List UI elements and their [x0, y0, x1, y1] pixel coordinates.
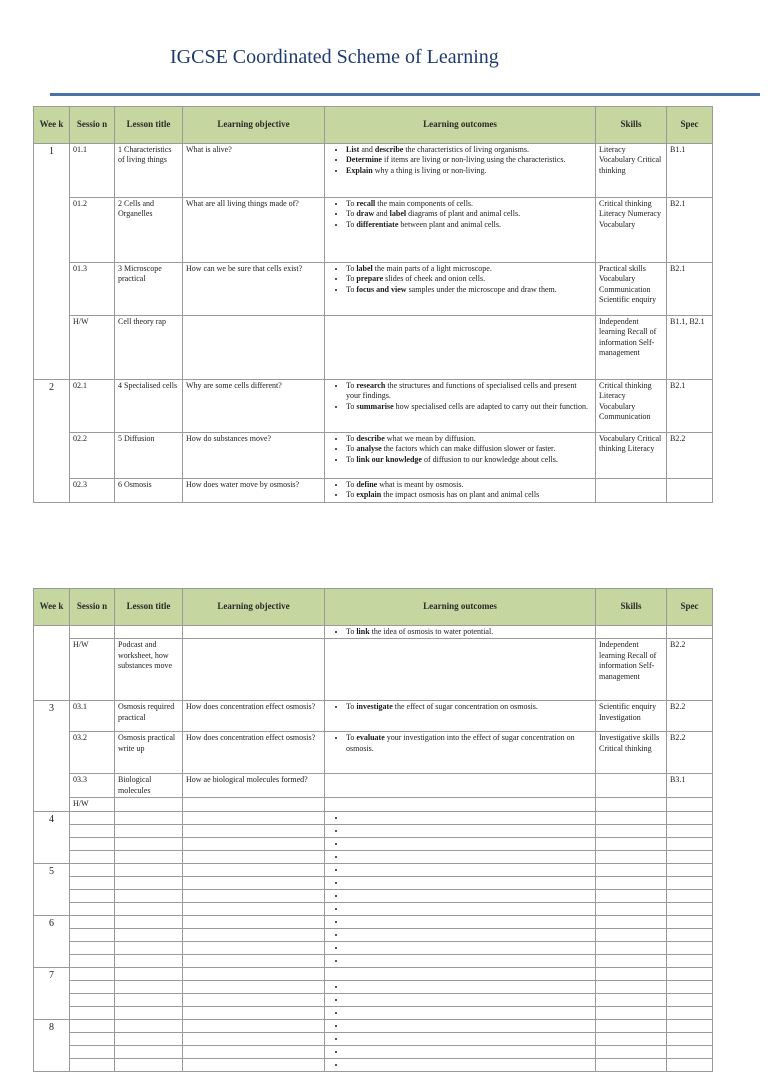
lesson-cell [115, 626, 183, 639]
table-row [34, 915, 713, 928]
objective-cell [183, 626, 325, 639]
table-row [34, 433, 713, 479]
outcome-item: • List and describe the characteristics of living organisms. [346, 145, 592, 155]
objective-cell: How does concentration effect osmosis? [183, 701, 325, 732]
objective-cell: What is alive? [183, 144, 325, 198]
outcomes-cell [325, 798, 596, 811]
table-row [34, 798, 713, 811]
outcome-item: • To describe what we mean by diffusion. [346, 434, 592, 444]
outcomes-cell [325, 144, 596, 198]
empty-bullet [346, 982, 592, 992]
table-row [34, 732, 713, 774]
outcome-item: • To recall the main components of cells. [346, 199, 592, 209]
outcome-item: • To define what is meant by osmosis. [346, 480, 592, 490]
header-learning-outcomes: Learning outcomes [325, 107, 596, 144]
outcome-item: • To summarise how specialised cells are adapted to carry out their function. [346, 402, 592, 412]
spec-cell: B2.2 [667, 701, 713, 732]
empty-bullet [346, 956, 592, 966]
skills-cell [596, 798, 667, 811]
objective-cell: How can we be sure that cells exist? [183, 263, 325, 316]
outcome-item: • To link the idea of osmosis to water potential. [346, 627, 592, 637]
lesson-cell: 1 Characteristics of living things [115, 144, 183, 198]
header-session: Sessio n [70, 107, 115, 144]
outcomes-cell [325, 701, 596, 732]
outcomes-cell [325, 626, 596, 639]
outcomes-cell [325, 902, 596, 915]
table-row [34, 144, 713, 198]
table-row [34, 980, 713, 993]
outcomes-cell [325, 863, 596, 876]
table-row [34, 380, 713, 433]
header-session: Sessio n [70, 589, 115, 626]
objective-cell [183, 316, 325, 380]
outcome-item: • To focus and view samples under the microscope and draw them. [346, 285, 592, 295]
outcomes-cell [325, 639, 596, 701]
spec-cell: B1.1, B2.1 [667, 316, 713, 380]
session-cell: H/W [70, 798, 115, 811]
week-cell: 1 [34, 144, 70, 380]
outcomes-cell [325, 263, 596, 316]
table-row [34, 774, 713, 798]
empty-bullet [346, 1034, 592, 1044]
scheme-table-2 [33, 588, 713, 1072]
session-cell: 02.2 [70, 433, 115, 479]
table-row [34, 824, 713, 837]
outcomes-cell [325, 850, 596, 863]
session-cell: 03.1 [70, 701, 115, 732]
spec-cell: B2.1 [667, 380, 713, 433]
outcomes-cell [325, 941, 596, 954]
outcome-item: • To analyse the factors which can make diffusion slower or faster. [346, 444, 592, 454]
session-cell: 01.2 [70, 198, 115, 263]
outcomes-cell [325, 1019, 596, 1032]
empty-bullet [346, 878, 592, 888]
outcomes-cell [325, 732, 596, 774]
empty-bullet [346, 904, 592, 914]
title-underline [50, 93, 760, 96]
week-cell [34, 626, 70, 701]
table-row [34, 941, 713, 954]
lesson-cell: Podcast and worksheet, how substances move [115, 639, 183, 701]
outcome-item: • To draw and label diagrams of plant and animal cells. [346, 209, 592, 219]
header-week: Wee k [34, 589, 70, 626]
empty-bullet [346, 943, 592, 953]
empty-bullet [346, 1047, 592, 1057]
objective-cell [183, 639, 325, 701]
table-row [34, 811, 713, 824]
lesson-cell: Biological molecules [115, 774, 183, 798]
table-row [34, 1045, 713, 1058]
table-row [34, 701, 713, 732]
outcome-item: • Determine if items are living or non-living using the characteristics. [346, 155, 592, 165]
skills-cell [596, 479, 667, 503]
header-week: Wee k [34, 107, 70, 144]
table-row [34, 837, 713, 850]
empty-bullet [346, 917, 592, 927]
outcomes-cell [325, 811, 596, 824]
session-cell: 02.3 [70, 479, 115, 503]
objective-cell: Why are some cells different? [183, 380, 325, 433]
outcome-item: • To differentiate between plant and animal cells. [346, 220, 592, 230]
lesson-cell [115, 798, 183, 811]
table-row [34, 954, 713, 967]
empty-bullet [346, 1021, 592, 1031]
empty-bullet [346, 930, 592, 940]
skills-cell: Critical thinking Literacy Numeracy Vocabulary [596, 198, 667, 263]
header-learning-objective: Learning objective [183, 107, 325, 144]
week-cell: 6 [34, 915, 70, 967]
objective-cell [183, 798, 325, 811]
lesson-cell: Cell theory rap [115, 316, 183, 380]
outcomes-cell [325, 1058, 596, 1071]
outcomes-cell [325, 993, 596, 1006]
header-skills: Skills [596, 107, 667, 144]
table-row [34, 316, 713, 380]
empty-bullet [346, 826, 592, 836]
outcomes-cell [325, 928, 596, 941]
skills-cell: Literacy Vocabulary Critical thinking [596, 144, 667, 198]
outcomes-cell [325, 889, 596, 902]
outcomes-cell [325, 1006, 596, 1019]
outcome-item: • To label the main parts of a light microscope. [346, 264, 592, 274]
header-lesson-title: Lesson title [115, 107, 183, 144]
header-row [34, 589, 713, 626]
page-title: IGCSE Coordinated Scheme of Learning [170, 46, 499, 68]
outcomes-cell [325, 1045, 596, 1058]
skills-cell [596, 626, 667, 639]
lesson-cell: 4 Specialised cells [115, 380, 183, 433]
table-row [34, 928, 713, 941]
spec-cell [667, 626, 713, 639]
outcome-item: • To evaluate your investigation into the effect of sugar concentration on osmosis. [346, 733, 592, 754]
table-row [34, 1032, 713, 1045]
empty-bullet [346, 1060, 592, 1070]
outcome-item: • To explain the impact osmosis has on plant and animal cells [346, 490, 592, 500]
objective-cell: How does concentration effect osmosis? [183, 732, 325, 774]
session-cell [70, 626, 115, 639]
spec-cell: B3.1 [667, 774, 713, 798]
week-cell: 3 [34, 701, 70, 811]
empty-bullet [346, 995, 592, 1005]
header-learning-objective: Learning objective [183, 589, 325, 626]
skills-cell [596, 774, 667, 798]
skills-cell: Investigative skills Critical thinking [596, 732, 667, 774]
header-learning-outcomes: Learning outcomes [325, 589, 596, 626]
outcomes-cell [325, 824, 596, 837]
session-cell: 01.3 [70, 263, 115, 316]
header-row [34, 107, 713, 144]
outcomes-cell [325, 198, 596, 263]
outcome-item: • To research the structures and functions of specialised cells and present your findings. [346, 381, 592, 402]
objective-cell: What are all living things made of? [183, 198, 325, 263]
table-row [34, 1019, 713, 1032]
skills-cell: Practical skills Vocabulary Communication Scientific enquiry [596, 263, 667, 316]
objective-cell: How do substances move? [183, 433, 325, 479]
objective-cell: How does water move by osmosis? [183, 479, 325, 503]
lesson-cell: 5 Diffusion [115, 433, 183, 479]
table-row [34, 889, 713, 902]
spec-cell: B2.2 [667, 732, 713, 774]
session-cell: 03.3 [70, 774, 115, 798]
spec-cell: B2.2 [667, 639, 713, 701]
empty-bullet [346, 839, 592, 849]
table-row [34, 263, 713, 316]
skills-cell: Independent learning Recall of information Self-management [596, 316, 667, 380]
table-row [34, 1006, 713, 1019]
table-row [34, 479, 713, 503]
header-skills: Skills [596, 589, 667, 626]
skills-cell: Scientific enquiry Investigation [596, 701, 667, 732]
spec-cell: B2.1 [667, 263, 713, 316]
outcomes-cell [325, 316, 596, 380]
outcomes-cell [325, 380, 596, 433]
spec-cell: B2.1 [667, 198, 713, 263]
lesson-cell: 3 Microscope practical [115, 263, 183, 316]
outcomes-cell [325, 479, 596, 503]
spec-cell [667, 479, 713, 503]
outcomes-cell [325, 915, 596, 928]
session-cell: H/W [70, 316, 115, 380]
skills-cell: Independent learning Recall of information Self-management [596, 639, 667, 701]
table-row [34, 639, 713, 701]
header-lesson-title: Lesson title [115, 589, 183, 626]
spec-cell: B1.1 [667, 144, 713, 198]
table-row [34, 902, 713, 915]
lesson-cell: 6 Osmosis [115, 479, 183, 503]
empty-bullet [346, 852, 592, 862]
lesson-cell: 2 Cells and Organelles [115, 198, 183, 263]
table-row [34, 967, 713, 980]
outcome-item: • Explain why a thing is living or non-living. [346, 166, 592, 176]
outcomes-cell [325, 837, 596, 850]
outcomes-cell [325, 876, 596, 889]
scheme-table-1 [33, 106, 713, 503]
session-cell: H/W [70, 639, 115, 701]
table-row [34, 863, 713, 876]
session-cell: 03.2 [70, 732, 115, 774]
week-cell: 4 [34, 811, 70, 863]
outcomes-cell [325, 980, 596, 993]
header-spec: Spec [667, 107, 713, 144]
week-cell: 2 [34, 380, 70, 503]
outcome-item: • To prepare slides of cheek and onion cells. [346, 274, 592, 284]
table-row [34, 626, 713, 639]
objective-cell: How ae biological molecules formed? [183, 774, 325, 798]
spec-cell: B2.2 [667, 433, 713, 479]
week-cell: 5 [34, 863, 70, 915]
skills-cell: Vocabulary Critical thinking Literacy [596, 433, 667, 479]
table-row [34, 876, 713, 889]
skills-cell: Critical thinking Literacy Vocabulary Communication [596, 380, 667, 433]
week-cell: 7 [34, 967, 70, 1019]
outcomes-cell [325, 954, 596, 967]
week-cell: 8 [34, 1019, 70, 1071]
outcome-item: • To link our knowledge of diffusion to our knowledge about cells. [346, 455, 592, 465]
empty-bullet [346, 891, 592, 901]
empty-bullet [346, 865, 592, 875]
outcomes-cell [325, 433, 596, 479]
empty-bullet [346, 1008, 592, 1018]
outcomes-cell [325, 967, 596, 980]
spec-cell [667, 798, 713, 811]
table-row [34, 1058, 713, 1071]
outcome-item: • To investigate the effect of sugar concentration on osmosis. [346, 702, 592, 712]
session-cell: 01.1 [70, 144, 115, 198]
table-row [34, 198, 713, 263]
outcomes-cell [325, 774, 596, 798]
empty-bullet [346, 813, 592, 823]
lesson-cell: Osmosis practical write up [115, 732, 183, 774]
outcomes-cell [325, 1032, 596, 1045]
lesson-cell: Osmosis required practical [115, 701, 183, 732]
table-row [34, 850, 713, 863]
table-row [34, 993, 713, 1006]
header-spec: Spec [667, 589, 713, 626]
session-cell: 02.1 [70, 380, 115, 433]
